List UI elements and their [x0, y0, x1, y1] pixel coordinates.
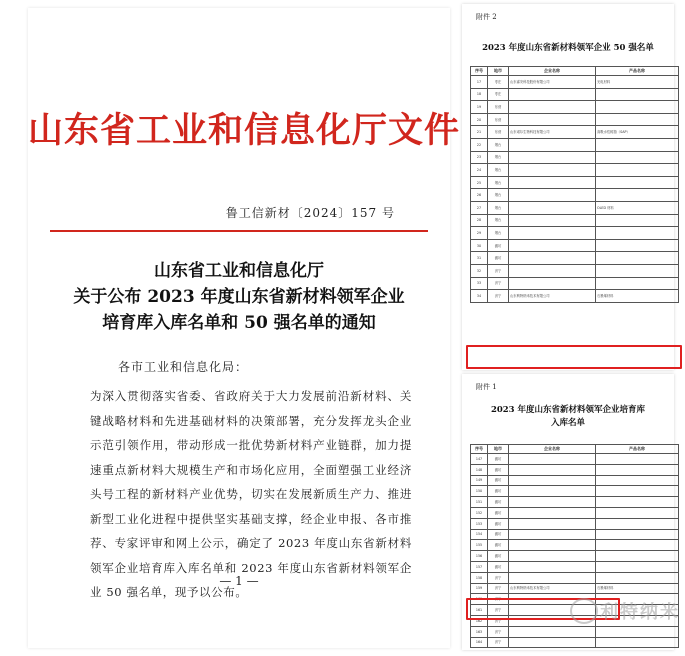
table-cell [596, 561, 679, 572]
table-cell: 18 [471, 88, 488, 101]
table-row [471, 497, 679, 508]
table-cell [509, 138, 596, 151]
document-red-header: 山东省工业和信息化厅文件 [28, 110, 461, 151]
table-cell: 烟台 [488, 214, 509, 227]
table-cell: 22 [471, 138, 488, 151]
table-cell: 23 [471, 151, 488, 164]
table-cell [596, 572, 679, 583]
table-cell [509, 561, 596, 572]
table-cell: 潍坊 [488, 561, 509, 572]
table-cell: 潍坊 [488, 540, 509, 551]
table-cell [596, 113, 679, 126]
table-row [471, 176, 679, 189]
table-cell: 枣庄 [488, 76, 509, 89]
header-cell: 序号 [471, 67, 488, 76]
table-row [471, 626, 679, 637]
table-row [471, 239, 679, 252]
table-cell: 24 [471, 164, 488, 177]
table-row [471, 583, 679, 594]
table-cell: 154 [471, 529, 488, 540]
table-cell [596, 227, 679, 240]
table-cell: 东营 [488, 101, 509, 114]
table-cell: 152 [471, 507, 488, 518]
table-cell: 石墨烯材料 [596, 583, 679, 594]
table-cell: 济宁 [488, 583, 509, 594]
table-cell: 山东利特纳米技术有限公司 [509, 290, 596, 303]
table-cell: 济宁 [488, 572, 509, 583]
table-cell: 29 [471, 227, 488, 240]
table-cell: 济宁 [488, 605, 509, 616]
table-cell [509, 113, 596, 126]
table-cell: 161 [471, 605, 488, 616]
table-row [471, 551, 679, 562]
table-cell [509, 264, 596, 277]
table-cell: 济宁 [488, 615, 509, 626]
table-cell: 157 [471, 561, 488, 572]
table-cell: 160 [471, 594, 488, 605]
header-cell: 产品名称 [596, 445, 679, 454]
table-cell [596, 176, 679, 189]
table-cell [596, 189, 679, 202]
table-cell [509, 101, 596, 114]
table-cell: 山东诺尔生物科技有限公司 [509, 126, 596, 139]
table-cell [509, 239, 596, 252]
table-cell: 烟台 [488, 138, 509, 151]
table-cell [509, 201, 596, 214]
table-cell: 31 [471, 252, 488, 265]
table-row [471, 101, 679, 114]
table-cell: 30 [471, 239, 488, 252]
annex-title [462, 404, 674, 430]
table-cell [596, 518, 679, 529]
table-cell [509, 507, 596, 518]
table-cell [596, 164, 679, 177]
document-number: 鲁工信新材〔2024〕157 号 [225, 206, 395, 220]
table-cell [596, 626, 679, 637]
table-row [471, 227, 679, 240]
table-cell [596, 637, 679, 648]
table-cell [596, 475, 679, 486]
table-cell: 烟台 [488, 176, 509, 189]
table-cell: 158 [471, 572, 488, 583]
table-cell: 33 [471, 277, 488, 290]
table-cell: 烟台 [488, 189, 509, 202]
header-cell: 地市 [488, 67, 509, 76]
table-cell: OLED 材料 [596, 201, 679, 214]
table-cell: 济宁 [488, 290, 509, 303]
table-header-row [471, 445, 679, 454]
table-row [471, 164, 679, 177]
header-cell: 序号 [471, 445, 488, 454]
notice-title [28, 258, 450, 336]
table-row [471, 507, 679, 518]
table-cell: 山东利特纳米技术有限公司 [509, 583, 596, 594]
table-cell: 高吸水性树脂（SAP） [596, 126, 679, 139]
table-cell: 潍坊 [488, 475, 509, 486]
table-cell [509, 176, 596, 189]
table-cell: 潍坊 [488, 239, 509, 252]
table-cell [509, 189, 596, 202]
table-cell [596, 239, 679, 252]
table-cell [509, 529, 596, 540]
table-cell [509, 518, 596, 529]
table-cell: 枣庄 [488, 88, 509, 101]
table-cell [509, 486, 596, 497]
table-cell [596, 101, 679, 114]
table-cell: 潍坊 [488, 252, 509, 265]
table-row [471, 277, 679, 290]
table-cell: 济宁 [488, 277, 509, 290]
table-cell: 27 [471, 201, 488, 214]
table-row [471, 637, 679, 648]
table-cell: 155 [471, 540, 488, 551]
table-cell [596, 138, 679, 151]
table-cell: 潍坊 [488, 529, 509, 540]
table-cell: 163 [471, 626, 488, 637]
page-number: — 1 — [219, 574, 259, 588]
table-cell [509, 227, 596, 240]
annex-label: 附件 1 [476, 383, 497, 391]
table-cell: 烟台 [488, 151, 509, 164]
annex-2-page [462, 4, 674, 370]
table-cell: 烟台 [488, 201, 509, 214]
watermark-text: 利特纳米 [600, 602, 680, 623]
table-cell: 潍坊 [488, 551, 509, 562]
table-row [471, 486, 679, 497]
table-cell: 162 [471, 615, 488, 626]
table-cell [596, 252, 679, 265]
table-row [471, 189, 679, 202]
table-cell [509, 475, 596, 486]
table-cell [596, 507, 679, 518]
header-cell: 企业名称 [509, 445, 596, 454]
table-cell [596, 151, 679, 164]
table-cell [509, 572, 596, 583]
table-row [471, 454, 679, 465]
table-cell: 山东睿安科技股份有限公司 [509, 76, 596, 89]
table-cell [596, 454, 679, 465]
table-header-row [471, 67, 679, 76]
header-cell: 地市 [488, 445, 509, 454]
table-cell: 25 [471, 176, 488, 189]
table-row [471, 561, 679, 572]
table-row [471, 464, 679, 475]
table-cell [596, 464, 679, 475]
table-cell [509, 164, 596, 177]
table-cell [509, 214, 596, 227]
table-cell [596, 540, 679, 551]
red-divider-line [50, 230, 428, 232]
table-row [471, 113, 679, 126]
table-cell [509, 464, 596, 475]
table-cell [509, 637, 596, 648]
table-cell: 济宁 [488, 264, 509, 277]
salutation: 各市工业和信息化局： [118, 360, 249, 374]
header-cell: 产品名称 [596, 67, 679, 76]
notice-title-line: 关于公布 2023 年度山东省新材料领军企业 [73, 287, 405, 307]
table-cell: 156 [471, 551, 488, 562]
table-row [471, 290, 679, 303]
table-cell: 济宁 [488, 594, 509, 605]
table-cell [596, 551, 679, 562]
main-document-page [28, 8, 461, 648]
table-row [471, 214, 679, 227]
table-cell: 潍坊 [488, 518, 509, 529]
table-row [471, 88, 679, 101]
table-cell: 光电材料 [596, 76, 679, 89]
table-cell: 19 [471, 101, 488, 114]
table-cell: 159 [471, 583, 488, 594]
table-cell: 151 [471, 497, 488, 508]
table-row [471, 264, 679, 277]
header-cell: 企业名称 [509, 67, 596, 76]
table-cell: 34 [471, 290, 488, 303]
notice-title-line: 山东省工业和信息化厅 [154, 261, 324, 281]
table-cell: 26 [471, 189, 488, 202]
table-cell [509, 540, 596, 551]
table-cell: 147 [471, 454, 488, 465]
annex-title-line: 2023 年度山东省新材料领军企业培育库 [490, 405, 646, 415]
annex-label: 附件 2 [476, 13, 497, 21]
notice-title-line: 培育库入库名单和 50 强名单的通知 [102, 313, 376, 333]
table-cell [509, 626, 596, 637]
table-cell: 潍坊 [488, 507, 509, 518]
table-cell [596, 497, 679, 508]
table-row [471, 518, 679, 529]
table-cell: 潍坊 [488, 497, 509, 508]
table-cell: 17 [471, 76, 488, 89]
notice-body: 为深入贯彻落实省委、省政府关于大力发展前沿新材料、关键战略材料和先进基础材料的决策部署，充分发挥龙头企业示范引领作用，带动形成一批优势新材料产业链群，加力提速重点新材料大规模生产和市场化应用，全面塑强工业经济头号工程的新材料产业优势，切实在发展新质生产力、推进新型工业化进程中提供坚实基础支撑，经企业申报、各市推荐、专家评审和网上公示，确定了 2023 年度山东省新材料领军企业培育库入库名单和 2023 年度山东省新材料领军企业 50 强名单，现予以公布。 [90, 389, 412, 599]
table-cell [596, 277, 679, 290]
watermark-logo-icon [570, 598, 598, 624]
table-row [471, 138, 679, 151]
table-cell [596, 88, 679, 101]
table-cell: 149 [471, 475, 488, 486]
table-cell [509, 252, 596, 265]
table-cell [509, 497, 596, 508]
table-row [471, 540, 679, 551]
table-cell: 烟台 [488, 227, 509, 240]
table-cell: 济宁 [488, 626, 509, 637]
highlight-box-annex-2 [466, 345, 682, 369]
table-row [471, 76, 679, 89]
table-cell [509, 277, 596, 290]
table-cell: 济宁 [488, 637, 509, 648]
table-cell [509, 454, 596, 465]
table-cell: 潍坊 [488, 454, 509, 465]
table-cell: 153 [471, 518, 488, 529]
table-row [471, 252, 679, 265]
table-cell: 潍坊 [488, 464, 509, 475]
table-cell: 东营 [488, 126, 509, 139]
table-cell: 石墨烯材料 [596, 290, 679, 303]
table-row [471, 475, 679, 486]
table-row [471, 151, 679, 164]
table-cell: 32 [471, 264, 488, 277]
table-cell [509, 88, 596, 101]
table-cell: 潍坊 [488, 486, 509, 497]
table-row [471, 201, 679, 214]
table-cell: 东营 [488, 113, 509, 126]
table-cell [509, 151, 596, 164]
annex-title: 2023 年度山东省新材料领军企业 50 强名单 [482, 43, 654, 53]
table-cell: 164 [471, 637, 488, 648]
table-cell [596, 529, 679, 540]
table-cell: 21 [471, 126, 488, 139]
table-cell: 28 [471, 214, 488, 227]
table-cell: 烟台 [488, 164, 509, 177]
table-row [471, 126, 679, 139]
table-cell [509, 551, 596, 562]
table-row [471, 529, 679, 540]
table-cell [596, 264, 679, 277]
table-row [471, 572, 679, 583]
table-cell: 148 [471, 464, 488, 475]
table-cell: 20 [471, 113, 488, 126]
annex-2-table [470, 66, 679, 303]
table-cell: 150 [471, 486, 488, 497]
annex-title-line: 入库名单 [550, 418, 585, 428]
table-cell [596, 214, 679, 227]
table-cell [596, 486, 679, 497]
